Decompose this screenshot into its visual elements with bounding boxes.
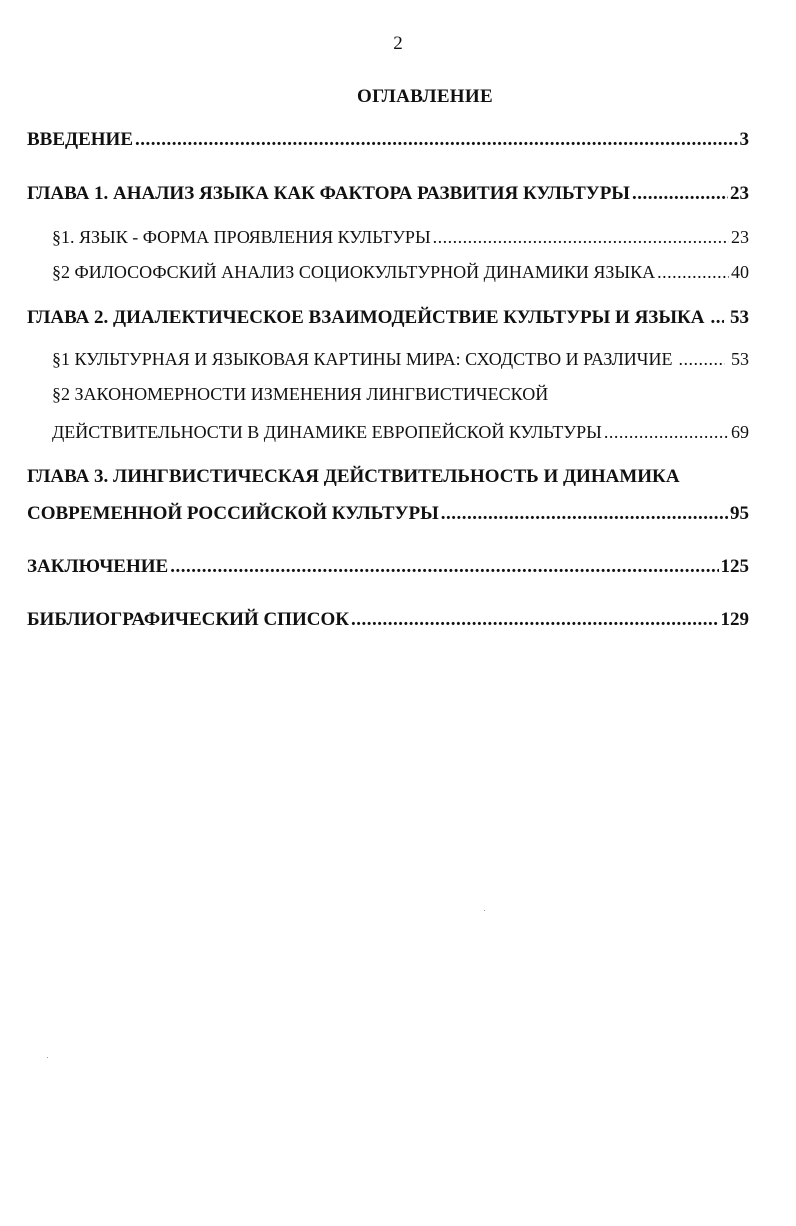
toc-entry-label: ВВЕДЕНИЕ <box>27 129 133 150</box>
toc-leader-dots <box>351 609 718 631</box>
toc-leader-dots <box>710 307 724 329</box>
toc-entry-bibliography <box>27 609 749 631</box>
toc-entry-chapter-1 <box>27 183 749 205</box>
toc-entry-page: 23 <box>731 227 749 247</box>
toc-entry-label: §1 КУЛЬТУРНАЯ И ЯЗЫКОВАЯ КАРТИНЫ МИРА: СХОДСТВО И РАЗЛИЧИЕ <box>52 349 673 369</box>
toc-leader-dots <box>433 227 729 248</box>
toc-leader-dots <box>657 262 729 283</box>
toc-entry-page: 53 <box>730 307 749 328</box>
toc-entry-label: ЗАКЛЮЧЕНИЕ <box>27 556 169 577</box>
toc-entry-chapter-3-line-1: ГЛАВА 3. ЛИНГВИСТИЧЕСКАЯ ДЕЙСТВИТЕЛЬНОСТЬ И ДИНАМИКА <box>27 466 680 487</box>
toc-entry-page: 95 <box>730 503 749 524</box>
toc-leader-dots <box>135 129 738 151</box>
toc-entry-label: §2 ФИЛОСОФСКИЙ АНАЛИЗ СОЦИОКУЛЬТУРНОЙ ДИНАМИКИ ЯЗЫКА <box>52 262 656 282</box>
toc-entry-page: 69 <box>731 422 749 442</box>
toc-entry-section-2-2 <box>52 422 749 443</box>
toc-entry-label: ГЛАВА 2. ДИАЛЕКТИЧЕСКОЕ ВЗАИМОДЕЙСТВИЕ КУЛЬТУРЫ И ЯЗЫКА <box>27 307 705 328</box>
toc-entry-section-2-2-line-1: §2 ЗАКОНОМЕРНОСТИ ИЗМЕНЕНИЯ ЛИНГВИСТИЧЕСКОЙ <box>52 384 549 404</box>
toc-entry-page: 40 <box>731 262 749 282</box>
toc-entry-conclusion <box>27 556 749 578</box>
toc-entry-page: 125 <box>720 556 749 577</box>
toc-entry-label: БИБЛИОГРАФИЧЕСКИЙ СПИСОК <box>27 609 350 630</box>
toc-entry-page: 23 <box>730 183 749 204</box>
toc-entry-chapter-3 <box>27 503 749 525</box>
toc-entry-label: §1. ЯЗЫК - ФОРМА ПРОЯВЛЕНИЯ КУЛЬТУРЫ <box>52 227 431 247</box>
toc-entry-page: 3 <box>739 129 749 150</box>
toc-leader-dots <box>170 556 718 578</box>
toc-entry-page: 53 <box>731 349 749 369</box>
toc-leader-dots <box>632 183 728 205</box>
toc-leader-dots <box>604 422 729 443</box>
toc-entry-section-1-2 <box>52 262 749 283</box>
toc-entry-chapter-2 <box>27 307 749 329</box>
toc-title: ОГЛАВЛЕНИЕ <box>357 86 493 107</box>
scan-speck <box>484 910 485 911</box>
toc-entry-label: ДЕЙСТВИТЕЛЬНОСТИ В ДИНАМИКЕ ЕВРОПЕЙСКОЙ КУЛЬТУРЫ <box>52 422 602 442</box>
page-number: 2 <box>393 33 403 54</box>
toc-entry-page: 129 <box>720 609 749 630</box>
toc-entry-section-2-1 <box>52 349 749 370</box>
toc-entry-intro <box>27 129 749 151</box>
toc-entry-label: СОВРЕМЕННОЙ РОССИЙСКОЙ КУЛЬТУРЫ <box>27 503 439 524</box>
toc-leader-dots <box>679 349 726 370</box>
toc-entry-label: ГЛАВА 1. АНАЛИЗ ЯЗЫКА КАК ФАКТОРА РАЗВИТИЯ КУЛЬТУРЫ <box>27 183 630 204</box>
toc-leader-dots <box>441 503 728 525</box>
toc-entry-section-1-1 <box>52 227 749 248</box>
scan-speck <box>47 1057 48 1058</box>
